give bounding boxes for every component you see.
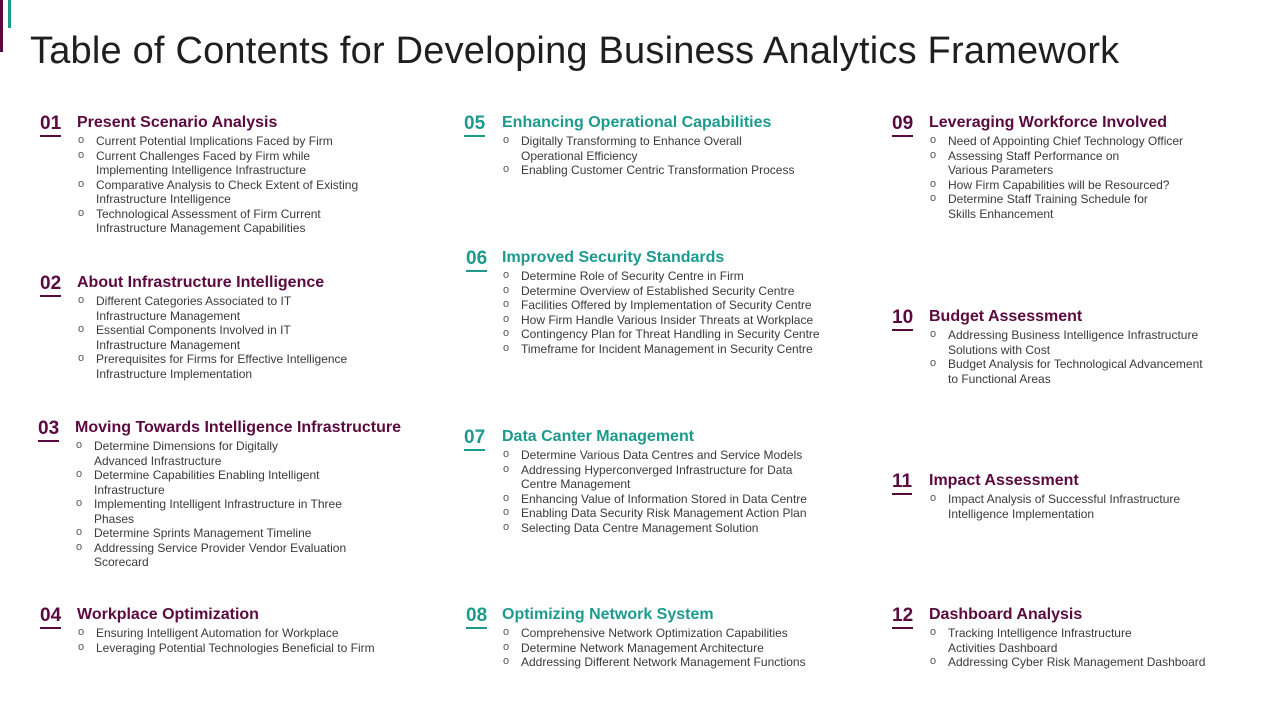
page-title: Table of Contents for Developing Business Analytics Framework <box>30 30 1120 72</box>
section-number: 10 <box>892 307 913 331</box>
bullet-item: o Addressing Cyber Risk Management Dashboard <box>929 655 1205 670</box>
section-number: 01 <box>40 113 61 137</box>
bullet-item: o How Firm Capabilities will be Resourced? <box>929 178 1183 193</box>
bullet-item: o Assessing Staff Performance on Various Parameters <box>929 149 1183 178</box>
bullet-item: o Addressing Business Intelligence Infrastructure Solutions with Cost <box>929 328 1203 357</box>
section-number: 03 <box>38 418 59 442</box>
section-number: 02 <box>40 273 61 297</box>
bullet-item: o Budget Analysis for Technological Advancement to Functional Areas <box>929 357 1203 386</box>
section-number: 06 <box>466 248 487 272</box>
section-number: 12 <box>892 605 913 629</box>
bullet-item: o Enabling Data Security Risk Management Action Plan <box>502 506 807 521</box>
bullet-item: o Implementing Intelligent Infrastructure in Three Phases <box>75 497 346 526</box>
section-heading: Present Scenario Analysis <box>77 114 278 131</box>
bullet-item: o Determine Various Data Centres and Service Models <box>502 448 807 463</box>
bullet-item: o Technological Assessment of Firm Current Infrastructure Management Capabilities <box>77 207 358 236</box>
bullet-item: o Determine Dimensions for Digitally Advanced Infrastructure <box>75 439 346 468</box>
bullet-item: o Current Potential Implications Faced by Firm <box>77 134 358 149</box>
bullet-item: o Contingency Plan for Threat Handling in Security Centre <box>502 327 820 342</box>
section-bullet-list <box>77 294 347 381</box>
bullet-item: o Comprehensive Network Optimization Capabilities <box>502 626 806 641</box>
bullet-item: o Current Challenges Faced by Firm while Implementing Intelligence Infrastructure <box>77 149 358 178</box>
section-heading: Moving Towards Intelligence Infrastructure <box>75 419 401 436</box>
section-heading: Data Canter Management <box>502 428 695 445</box>
bullet-item: o Selecting Data Centre Management Solution <box>502 521 807 536</box>
section-number: 11 <box>892 471 912 495</box>
section-bullet-list <box>929 492 1180 521</box>
bullet-item: o Determine Network Management Architecture <box>502 641 806 656</box>
section-heading: Enhancing Operational Capabilities <box>502 114 772 131</box>
section-bullet-list <box>502 134 794 178</box>
bullet-item: o Ensuring Intelligent Automation for Workplace <box>77 626 375 641</box>
accent-bar-teal <box>8 0 11 28</box>
bullet-item: o Determine Staff Training Schedule for Skills Enhancement <box>929 192 1183 221</box>
section-number: 09 <box>892 113 913 137</box>
section-bullet-list <box>502 269 820 356</box>
bullet-item: o Essential Components Involved in IT Infrastructure Management <box>77 323 347 352</box>
bullet-item: o Determine Overview of Established Security Centre <box>502 284 820 299</box>
section-heading: About Infrastructure Intelligence <box>77 274 325 291</box>
section-number: 05 <box>464 113 485 137</box>
bullet-item: o Tracking Intelligence Infrastructure Activities Dashboard <box>929 626 1205 655</box>
section-number: 08 <box>466 605 487 629</box>
bullet-item: o Addressing Different Network Management Functions <box>502 655 806 670</box>
bullet-item: o Enhancing Value of Information Stored in Data Centre <box>502 492 807 507</box>
bullet-item: o Determine Capabilities Enabling Intelligent Infrastructure <box>75 468 346 497</box>
accent-bar-purple <box>0 0 3 52</box>
section-number: 04 <box>40 605 61 629</box>
section-heading: Impact Assessment <box>929 472 1079 489</box>
section-heading: Dashboard Analysis <box>929 606 1083 623</box>
section-number: 07 <box>464 427 485 451</box>
section-bullet-list <box>929 328 1203 386</box>
bullet-item: o Addressing Hyperconverged Infrastructure for Data Centre Management <box>502 463 807 492</box>
bullet-item: o Enabling Customer Centric Transformation Process <box>502 163 794 178</box>
bullet-item: o Impact Analysis of Successful Infrastructure Intelligence Implementation <box>929 492 1180 521</box>
bullet-item: o Comparative Analysis to Check Extent of Existing Infrastructure Intelligence <box>77 178 358 207</box>
section-bullet-list <box>502 448 807 535</box>
bullet-item: o Timeframe for Incident Management in Security Centre <box>502 342 820 357</box>
section-bullet-list <box>929 626 1205 670</box>
section-heading: Workplace Optimization <box>77 606 259 623</box>
section-bullet-list <box>77 134 358 236</box>
bullet-item: o Prerequisites for Firms for Effective Intelligence Infrastructure Implementation <box>77 352 347 381</box>
section-heading: Leveraging Workforce Involved <box>929 114 1167 131</box>
section-heading: Budget Assessment <box>929 308 1083 325</box>
section-bullet-list <box>77 626 375 655</box>
bullet-item: o Different Categories Associated to IT Infrastructure Management <box>77 294 347 323</box>
bullet-item: o Digitally Transforming to Enhance Overall Operational Efficiency <box>502 134 794 163</box>
bullet-item: o How Firm Handle Various Insider Threats at Workplace <box>502 313 820 328</box>
bullet-item: o Need of Appointing Chief Technology Officer <box>929 134 1183 149</box>
bullet-item: o Addressing Service Provider Vendor Evaluation Scorecard <box>75 541 346 570</box>
bullet-item: o Leveraging Potential Technologies Beneficial to Firm <box>77 641 375 656</box>
section-heading: Optimizing Network System <box>502 606 714 623</box>
section-bullet-list <box>929 134 1183 221</box>
bullet-item: o Determine Sprints Management Timeline <box>75 526 346 541</box>
bullet-item: o Determine Role of Security Centre in Firm <box>502 269 820 284</box>
section-bullet-list <box>502 626 806 670</box>
section-bullet-list <box>75 439 346 570</box>
bullet-item: o Facilities Offered by Implementation of Security Centre <box>502 298 820 313</box>
section-heading: Improved Security Standards <box>502 249 725 266</box>
